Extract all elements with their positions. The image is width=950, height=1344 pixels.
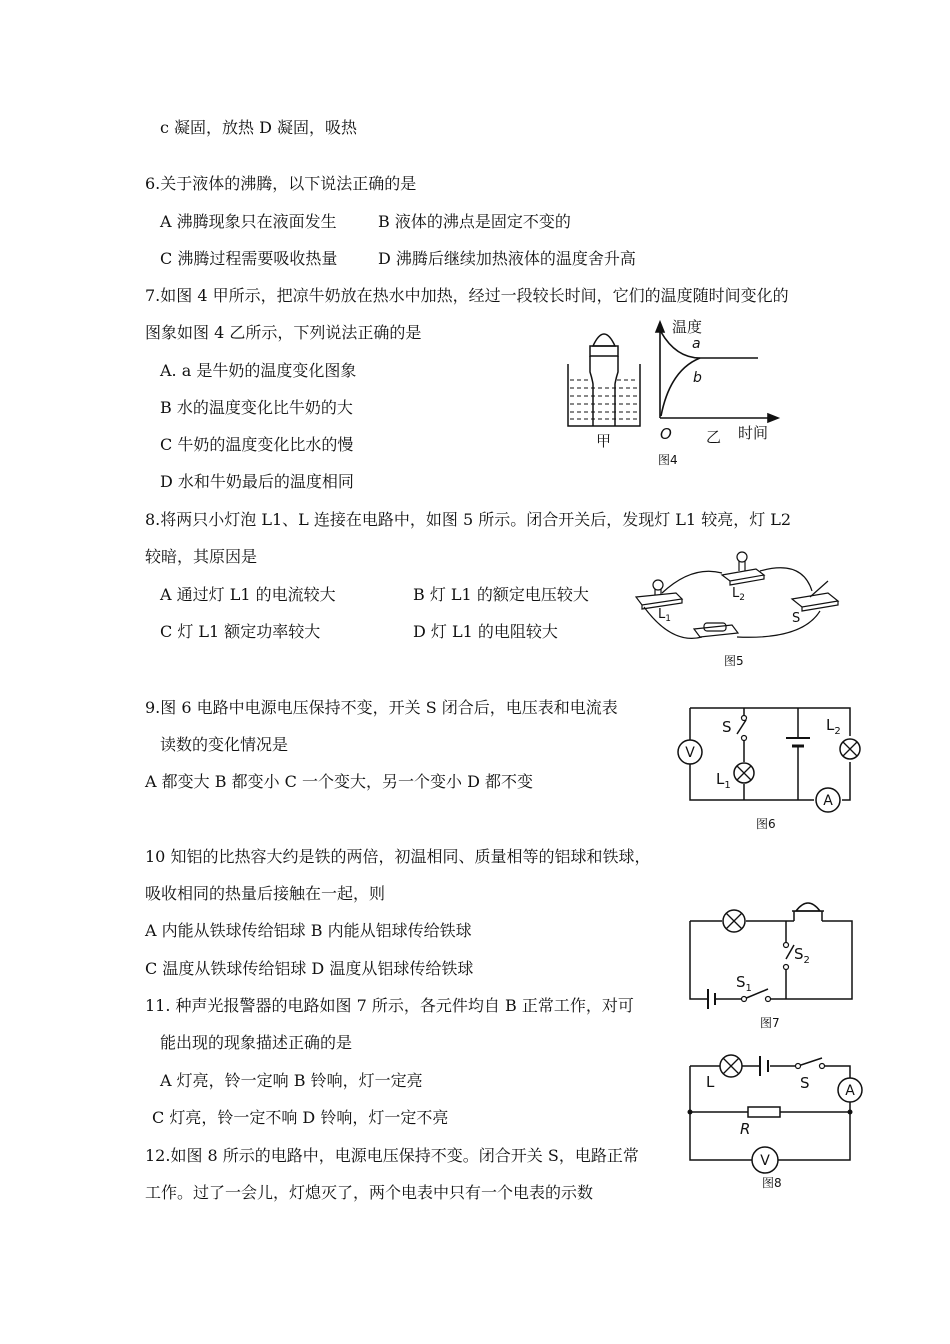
fig5-label-l2: $L_2$ xyxy=(732,586,745,603)
resistor-icon xyxy=(748,1107,780,1117)
q5-options-cd: c 凝固，放热 D 凝固，吸热 xyxy=(160,118,358,137)
q8-stem-line1: 8.将两只小灯泡 L1、L 连接在电路中，如图 5 所示。闭合开关后，发现灯 L1 较亮，灯 L2 xyxy=(145,510,792,529)
ammeter-icon xyxy=(816,788,840,812)
bell-icon xyxy=(792,903,824,911)
figure-5-caption: 图5 xyxy=(724,654,744,668)
q8-option-d: D 灯 L1 的电阻较大 xyxy=(413,622,558,641)
fig5-label-l1: $L_1$ xyxy=(658,607,671,624)
fig8-label-r: R xyxy=(740,1120,751,1138)
lamp-l-icon xyxy=(720,1055,742,1077)
q7-option-a: A. a 是牛奶的温度变化图象 xyxy=(160,361,357,380)
voltmeter-icon xyxy=(678,740,702,764)
q9-options: A 都变大 B 都变小 C 一个变大，另一个变小 D 都不变 xyxy=(145,772,533,791)
q6-stem: 6.关于液体的沸腾，以下说法正确的是 xyxy=(145,174,417,193)
q6-option-c: C 沸腾过程需要吸收热量 xyxy=(160,249,338,268)
fig6-label-l1: $L_1$ xyxy=(716,770,731,791)
fig6-label-s: S xyxy=(722,718,732,736)
q8-stem-line2: 较暗，其原因是 xyxy=(145,547,258,566)
q8-option-b: B 灯 L1 的额定电压较大 xyxy=(413,585,589,604)
battery-icon xyxy=(694,623,738,637)
graph-ylabel: 温度 xyxy=(672,318,703,336)
figure-6 xyxy=(676,702,866,837)
graph-origin: O xyxy=(660,425,672,443)
q10-stem-line2: 吸收相同的热量后接触在一起，则 xyxy=(145,884,386,903)
q11-stem-line2: 能出现的现象描述正确的是 xyxy=(160,1033,353,1052)
q7-option-b: B 水的温度变化比牛奶的大 xyxy=(160,398,353,417)
label-yi: 乙 xyxy=(706,428,722,446)
q12-stem-line1: 12.如图 8 所示的电路中，电源电压保持不变。闭合开关 S，电路正常 xyxy=(145,1146,639,1165)
wire xyxy=(644,607,702,638)
q10-options-cd: C 温度从铁球传给铝球 D 温度从铝球传给铁球 xyxy=(145,959,474,978)
fig6-label-l2: $L_2$ xyxy=(826,716,841,737)
svg-text:V: V xyxy=(685,745,695,761)
q7-stem-line1: 7.如图 4 甲所示，把凉牛奶放在热水中加热，经过一段较长时间，它们的温度随时间变化的 xyxy=(145,286,789,305)
svg-text:A: A xyxy=(823,793,833,809)
fig5-label-s: S xyxy=(792,611,801,626)
figure-8-caption: 图8 xyxy=(762,1176,782,1190)
switch-s-terminal xyxy=(742,716,747,721)
fig7-label-s1: $S_1$ xyxy=(736,973,752,994)
figure-6-caption: 图6 xyxy=(756,817,776,831)
switch-s-terminal xyxy=(742,736,747,741)
q12-stem-line2: 工作。过了一会儿，灯熄灭了，两个电表中只有一个电表的示数 xyxy=(145,1183,594,1202)
wire xyxy=(662,571,722,593)
figure-7-caption: 图7 xyxy=(760,1016,780,1030)
q9-stem-line2: 读数的变化情况是 xyxy=(160,735,289,754)
svg-text:V: V xyxy=(760,1153,770,1169)
q6-option-b: B 液体的沸点是固定不变的 xyxy=(378,212,571,231)
q11-stem-line1: 11. 种声光报警器的电路如图 7 所示，各元件均自 B 正常工作，对可 xyxy=(145,996,634,1015)
q8-option-a: A 通过灯 L1 的电流较大 xyxy=(160,585,336,604)
lamp-l2-icon xyxy=(840,739,860,759)
figure-5 xyxy=(632,545,847,670)
voltmeter-icon xyxy=(752,1147,778,1173)
q9-stem-line1: 9.图 6 电路中电源电压保持不变，开关 S 闭合后，电压表和电流表 xyxy=(145,698,618,717)
figure-7 xyxy=(680,893,860,1035)
fig7-label-s2: $S_2$ xyxy=(794,945,810,966)
figure-8 xyxy=(680,1050,870,1190)
q11-options-cd: C 灯亮，铃一定不响 D 铃响，灯一定不亮 xyxy=(152,1108,449,1127)
q7-option-d: D 水和牛奶最后的温度相同 xyxy=(160,472,354,491)
lamp-icon xyxy=(723,910,745,932)
label-jia: 甲 xyxy=(596,432,612,450)
svg-text:A: A xyxy=(845,1083,855,1099)
figure-4-caption: 图4 xyxy=(658,453,678,467)
q6-option-a: A 沸腾现象只在液面发生 xyxy=(160,212,337,231)
curve-b-label: b xyxy=(693,370,702,386)
fig8-label-s: S xyxy=(800,1074,810,1092)
lamp-l1-icon xyxy=(734,763,754,783)
graph-xlabel: 时间 xyxy=(738,424,769,442)
q7-option-c: C 牛奶的温度变化比水的慢 xyxy=(160,435,354,454)
curve-b xyxy=(661,358,700,416)
switch-icon xyxy=(792,581,838,611)
curve-a-label: a xyxy=(692,336,701,352)
wire xyxy=(737,611,820,637)
q8-option-c: C 灯 L1 额定功率较大 xyxy=(160,622,321,641)
q6-option-d: D 沸腾后继续加热液体的温度舍升高 xyxy=(378,249,636,268)
ammeter-icon xyxy=(838,1078,862,1102)
beaker-with-bottle-icon xyxy=(568,334,640,426)
q7-stem-line2: 图象如图 4 乙所示，下列说法正确的是 xyxy=(145,323,422,342)
q10-options-ab: A 内能从铁球传给铝球 B 内能从铝球传给铁球 xyxy=(145,921,472,940)
figure-4 xyxy=(560,318,790,473)
lamp-l2-icon xyxy=(722,552,764,585)
lamp-l1-icon xyxy=(636,580,682,609)
wire xyxy=(760,568,812,591)
q10-stem-line1: 10 知铝的比热容大约是铁的两倍，初温相同、质量相等的铝球和铁球， xyxy=(145,847,651,866)
fig8-label-l: L xyxy=(706,1073,715,1091)
temperature-graph xyxy=(656,322,778,422)
q11-options-ab: A 灯亮，铃一定响 B 铃响，灯一定亮 xyxy=(160,1071,423,1090)
